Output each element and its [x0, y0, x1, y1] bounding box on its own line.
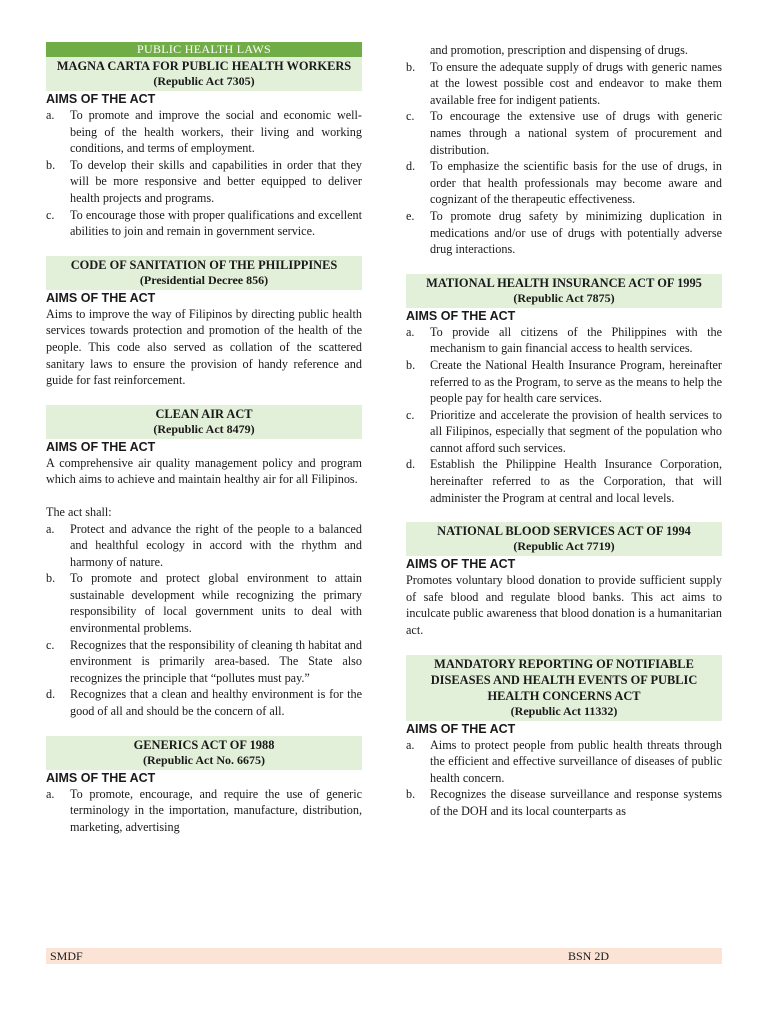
section-heading-magna-carta	[46, 57, 362, 91]
section-text: Promotes voluntary blood donation to provide sufficient supply of safe blood and regulate blood banks. This act aims to inculcate public awareness that blood donation is a humanitarian act.	[406, 573, 722, 638]
list-item: c. To encourage those with proper qualifications and excellent abilities to join and remain in government service.	[46, 207, 362, 239]
aims-heading: AIMS OF THE ACT	[406, 308, 516, 323]
list-item: b. To promote and protect global environment to attain sustainable development while recognizing the primary responsibility of local government units to deal with environmental problems.	[46, 571, 362, 636]
aims-list-generics	[46, 786, 362, 836]
footer-left-text: SMDF	[50, 949, 83, 963]
section-subtitle: (Presidential Decree 856)	[139, 272, 269, 287]
section-heading-generics	[46, 736, 362, 770]
section-subtitle: (Republic Act No. 6675)	[143, 752, 265, 767]
list-item: b. Recognizes the disease surveillance and response systems of the DOH and its local counterparts as	[406, 787, 722, 818]
footer-right-text: BSN 2D	[568, 949, 610, 963]
section-title: NATIONAL BLOOD SERVICES ACT OF 1994	[437, 524, 691, 539]
list-item: d. Establish the Philippine Health Insurance Corporation, hereinafter referred to as the Corporation, that will administer the Program at central and local levels.	[406, 457, 722, 505]
aims-list-mandatory-reporting	[406, 737, 722, 820]
list-item: c. To encourage the extensive use of drugs with generic names through a national system of procurement and distribution.	[406, 109, 722, 157]
list-item: c. Recognizes that the responsibility of cleaning th habitat and environment is primarily area-based. The State also recognizes the principle that “pollutes must pay.”	[46, 637, 362, 685]
list-item: e. To promote drug safety by minimizing duplication in medications and/or use of drugs with potentially adverse drug interactions.	[406, 208, 722, 257]
page-footer	[46, 948, 722, 964]
list-item: c. Prioritize and accelerate the provision of health services to all Filipinos, especially that segment of the population who cannot afford such services.	[406, 407, 722, 455]
section-intro: The act shall:	[46, 504, 112, 519]
section-title: CODE OF SANITATION OF THE PHILIPPINES	[70, 257, 338, 272]
section-heading-mandatory-reporting	[406, 655, 722, 721]
page-header: PUBLIC HEALTH LAWS	[46, 42, 362, 57]
list-item: a. To promote, encourage, and require the use of generic terminology in the importation, manufacture, distribution, marketing, advertising	[46, 786, 362, 834]
section-heading-sanitation	[46, 256, 362, 290]
section-subtitle: (Republic Act 7305)	[153, 74, 255, 88]
section-title: MATIONAL HEALTH INSURANCE ACT OF 1995	[426, 275, 702, 290]
section-heading-blood-services	[406, 522, 722, 556]
section-heading-clean-air	[46, 405, 362, 439]
aims-list-generics-continued	[406, 42, 722, 258]
left-column	[46, 42, 362, 835]
section-title: GENERICS ACT OF 1988	[133, 737, 275, 752]
section-subtitle: (Republic Act 7719)	[513, 539, 615, 554]
section-heading-health-insurance	[406, 274, 722, 308]
aims-list-clean-air	[46, 521, 362, 720]
list-item: b. Create the National Health Insurance Program, hereinafter referred to as the Program, to serve as the means to help the people pay for health care services.	[406, 357, 722, 406]
aims-heading: AIMS OF THE ACT	[406, 721, 516, 736]
list-item: a. To promote and improve the social and economic well-being of the health workers, their living and working conditions, and terms of employment.	[46, 108, 362, 156]
aims-heading: AIMS OF THE ACT	[46, 439, 156, 454]
aims-list-magna-carta	[46, 107, 362, 240]
list-item: b. To develop their skills and capabilities in order that they will be more responsive and better equipped to deliver health projects and programs.	[46, 157, 362, 205]
list-item: a. Aims to protect people from public health threats through the efficient and effective surveillance of diseases of public health concern.	[406, 737, 722, 785]
section-title: MANDATORY REPORTING OF NOTIFIABLE DISEASES AND HEALTH EVENTS OF PUBLIC HEALTH CONCERNS ACT	[430, 656, 698, 703]
section-subtitle: (Republic Act 11332)	[510, 703, 618, 718]
section-subtitle: (Republic Act 7875)	[513, 290, 615, 305]
section-text: A comprehensive air quality management policy and program which aims to achieve and maintain healthy air for all Filipinos.	[46, 455, 362, 487]
section-subtitle: (Republic Act 8479)	[153, 421, 255, 436]
list-item: b. To ensure the adequate supply of drugs with generic names at the lowest possible cost and endeavor to make them available free for indigent patients.	[406, 59, 722, 107]
aims-heading: AIMS OF THE ACT	[46, 92, 156, 106]
list-item: d. To emphasize the scientific basis for the use of drugs, in order that health professionals may become aware and cognizant of the therapeutic effectiveness.	[406, 159, 722, 207]
list-item: a. To provide all citizens of the Philippines with the mechanism to gain financial access to health services.	[406, 324, 722, 356]
list-item: d. Recognizes that a clean and healthy environment is for the good of all and should be the concern of all.	[46, 687, 362, 719]
aims-heading: AIMS OF THE ACT	[46, 290, 156, 305]
aims-heading: AIMS OF THE ACT	[406, 557, 516, 572]
list-item-continuation: and promotion, prescription and dispensing of drugs.	[430, 43, 688, 57]
section-title: CLEAN AIR ACT	[155, 406, 253, 421]
aims-list-health-insurance	[406, 324, 722, 507]
right-column	[406, 42, 722, 820]
aims-heading: AIMS OF THE ACT	[46, 770, 156, 785]
list-item: a. Protect and advance the right of the people to a balanced and healthful ecology in accord with the rhythm and harmony of nature.	[46, 521, 362, 569]
section-title: MAGNA CARTA FOR PUBLIC HEALTH WORKERS	[56, 59, 352, 73]
section-text: Aims to improve the way of Filipinos by directing public health services towards protection and promotion of the health of the people. This code also served as collation of the scattered sanitary laws to ensure the provision of handy reference and guide for fast reinforcement.	[46, 306, 362, 388]
